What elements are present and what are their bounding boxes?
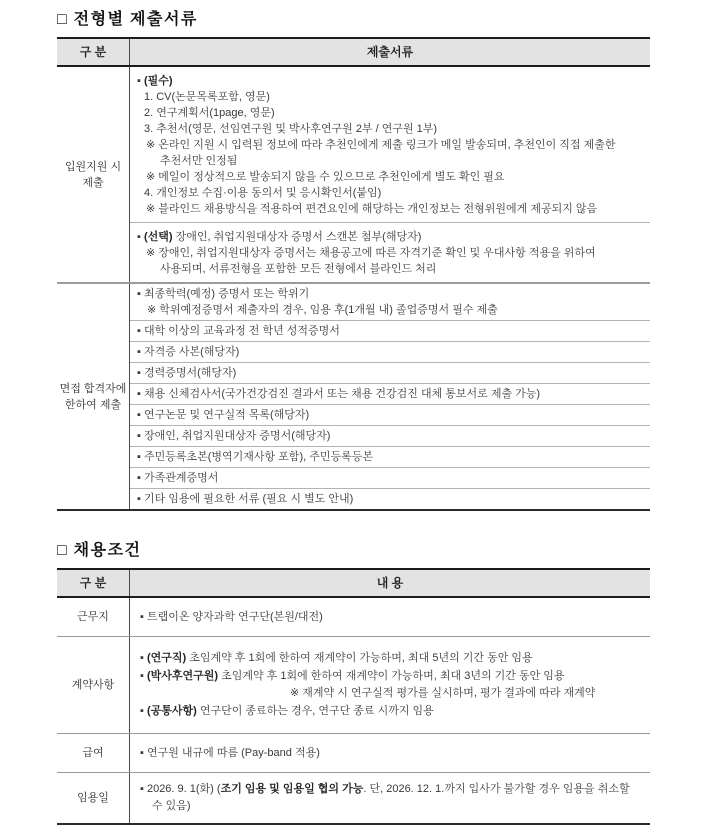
start-date-pre: ▪ 2026. 9. 1(화) ( (140, 783, 221, 795)
row-label-workplace: 근무지 (77, 611, 109, 623)
bullet-icon: ▪ (140, 652, 147, 664)
required-item-privacy-consent: 4. 개인정보 수집·이용 동의서 및 응시확인서(붙임) (144, 187, 382, 199)
row-label-line2: 제출 (82, 176, 104, 189)
list-item-text: ▪ 최종학력(예정) 증명서 또는 학위기 (137, 288, 310, 300)
list-item-disability-certificate (130, 426, 650, 447)
bullet-icon: ▪ (140, 704, 147, 717)
list-item-resident-register (130, 447, 650, 468)
interview-documents-list (129, 284, 650, 509)
row-label-line1: 면접 합격자에 (59, 382, 127, 395)
header-cell-category: 구 분 (79, 576, 107, 590)
required-documents-block (130, 67, 650, 222)
row-label-contract-terms: 계약사항 (71, 679, 115, 691)
contract-line-common (140, 703, 640, 721)
table-row-start-date (57, 773, 650, 823)
table-row-interview-passed (57, 284, 650, 509)
contract-terms-content (129, 637, 650, 733)
table-row-contract-terms (57, 637, 650, 734)
optional-heading (137, 229, 643, 245)
salary-text: ▪ 연구원 내규에 따름 (Pay-band 적용) (140, 747, 320, 759)
list-item-text: ▪ 가족관계증명서 (137, 472, 219, 484)
employment-table-header (57, 570, 650, 598)
required-item-cv: 1. CV(논문목록포함, 영문) (144, 91, 270, 103)
bullet-icon: ▪ (140, 669, 147, 682)
note-online-link: ※ 온라인 지원 시 입력된 정보에 따라 추천인에게 제출 링크가 메일 발송되며, 추천인이 직접 제출한 (146, 139, 616, 151)
list-item-text: ▪ 대학 이상의 교육과정 전 학년 성적증명서 (137, 325, 340, 337)
list-item-text: ▪ 주민등록초본(병역기재사항 포함), 주민등록등본 (137, 451, 373, 463)
contract-line-researcher (140, 650, 640, 668)
list-item-text: ▪ 장애인, 취업지원대상자 증명서(해당자) (137, 430, 331, 442)
list-item-license-copy (130, 342, 650, 363)
workplace-content (129, 598, 650, 636)
row-label-interview-passed (57, 284, 129, 509)
note-online-link-cont: 추천서만 인정됨 (160, 155, 238, 167)
bullet-icon: ▪ (137, 231, 144, 243)
list-item-transcript (130, 321, 650, 342)
header-cell-category: 구 분 (79, 45, 107, 59)
contract-renewal-note: ※ 재계약 시 연구실적 평가를 실시하며, 평가 결과에 따라 재계약 (290, 687, 596, 699)
header-cell-documents: 제출서류 (129, 39, 650, 65)
list-item-final-degree (130, 284, 650, 321)
contract-postdoc-label: (박사후연구원) (146, 669, 219, 682)
list-item-text: ▪ 채용 신체검사서(국가건강검진 결과서 또는 채용 건강검진 대체 통보서로 제출 가능) (137, 388, 541, 400)
contract-line-postdoc (140, 668, 640, 686)
list-item-family-certificate (130, 468, 650, 489)
start-date-bold: 조기 임용 및 임용일 협의 가능 (220, 783, 364, 795)
row-label-line2: 한하여 제출 (64, 398, 122, 411)
list-item-health-exam (130, 384, 650, 405)
table-row-apply-submission (57, 67, 650, 284)
required-item-research-plan: 2. 연구계획서(1page, 영문) (144, 107, 275, 119)
row-label-start-date: 임용일 (77, 792, 109, 804)
required-label: (필수) (143, 75, 173, 87)
list-item-career-certificate (130, 363, 650, 384)
section-title-employment-conditions: □ 채용조건 (57, 542, 142, 559)
row-label-salary: 급여 (82, 747, 104, 759)
table-row-salary (57, 734, 650, 773)
contract-common-text: 연구단이 종료하는 경우, 연구단 종료 시까지 임용 (196, 704, 434, 717)
note-optional-certificates: ※ 장애인, 취업지원대상자 증명서는 채용공고에 따른 자격기준 확인 및 우대사항 적용을 위하여 (146, 247, 596, 259)
required-item-recommendation: 3. 추천서(영문, 선임연구원 및 박사후연구원 2부 / 연구원 1부) (144, 123, 438, 135)
section-title-submission-documents: □ 전형별 제출서류 (57, 11, 198, 28)
optional-label: (선택) (143, 231, 173, 243)
contract-postdoc-text: 초임계약 후 1회에 한하여 재계약이 가능하며, 최대 3년의 기간 동안 임용 (218, 669, 565, 682)
list-item-text: ▪ 연구논문 및 연구실적 목록(해당자) (137, 409, 310, 421)
note-mail-check: ※ 메일이 정상적으로 발송되지 않을 수 있으므로 추천인에게 별도 확인 필요 (146, 171, 505, 183)
note-blind-hiring: ※ 블라인드 채용방식을 적용하여 편견요인에 해당하는 개인정보는 전형위원에게 제공되지 않음 (146, 203, 598, 215)
required-heading (137, 73, 643, 89)
contract-researcher-label: (연구직) (146, 652, 187, 664)
bullet-icon: ▪ (137, 75, 144, 87)
apply-submission-content (129, 67, 650, 282)
list-item-other-documents (130, 489, 650, 509)
salary-content (129, 734, 650, 772)
row-label-apply-submission (57, 67, 129, 282)
list-item-text: ▪ 자격증 사본(해당자) (137, 346, 240, 358)
optional-heading-text: 장애인, 취업지원대상자 증명서 스캔본 첨부(해당자) (172, 231, 422, 243)
submission-table-header (57, 39, 650, 67)
start-date-text (140, 781, 640, 815)
contract-common-label: (공통사항) (146, 704, 197, 717)
list-item-text: ▪ 경력증명서(해당자) (137, 367, 237, 379)
submission-documents-table (57, 37, 650, 511)
start-date-post: . 단, 2026. 12. 1.까지 입사가 불가할 경우 임용을 취소할 수 있음) (152, 783, 630, 812)
header-cell-content: 내 용 (129, 570, 650, 596)
workplace-text: ▪ 트랩이온 양자과학 연구단(본원/대전) (140, 611, 323, 623)
list-item-publication-list (130, 405, 650, 426)
row-label-line1: 입원지원 시 (64, 160, 122, 173)
list-item-text: ▪ 기타 임용에 필요한 서류 (필요 시 별도 안내) (137, 493, 354, 505)
employment-conditions-table (57, 568, 650, 825)
list-item-note: ※ 학위예정증명서 제출자의 경우, 임용 후(1개월 내) 졸업증명서 필수 제출 (147, 304, 498, 316)
note-optional-certificates-cont: 사용되며, 서류전형을 포함한 모든 전형에서 블라인드 처리 (160, 263, 437, 275)
contract-researcher-text: 초임계약 후 1회에 한하여 재계약이 가능하며, 최대 5년의 기간 동안 임용 (186, 652, 533, 664)
start-date-content (129, 773, 650, 823)
optional-documents-block (130, 222, 650, 282)
table-row-workplace (57, 598, 650, 637)
